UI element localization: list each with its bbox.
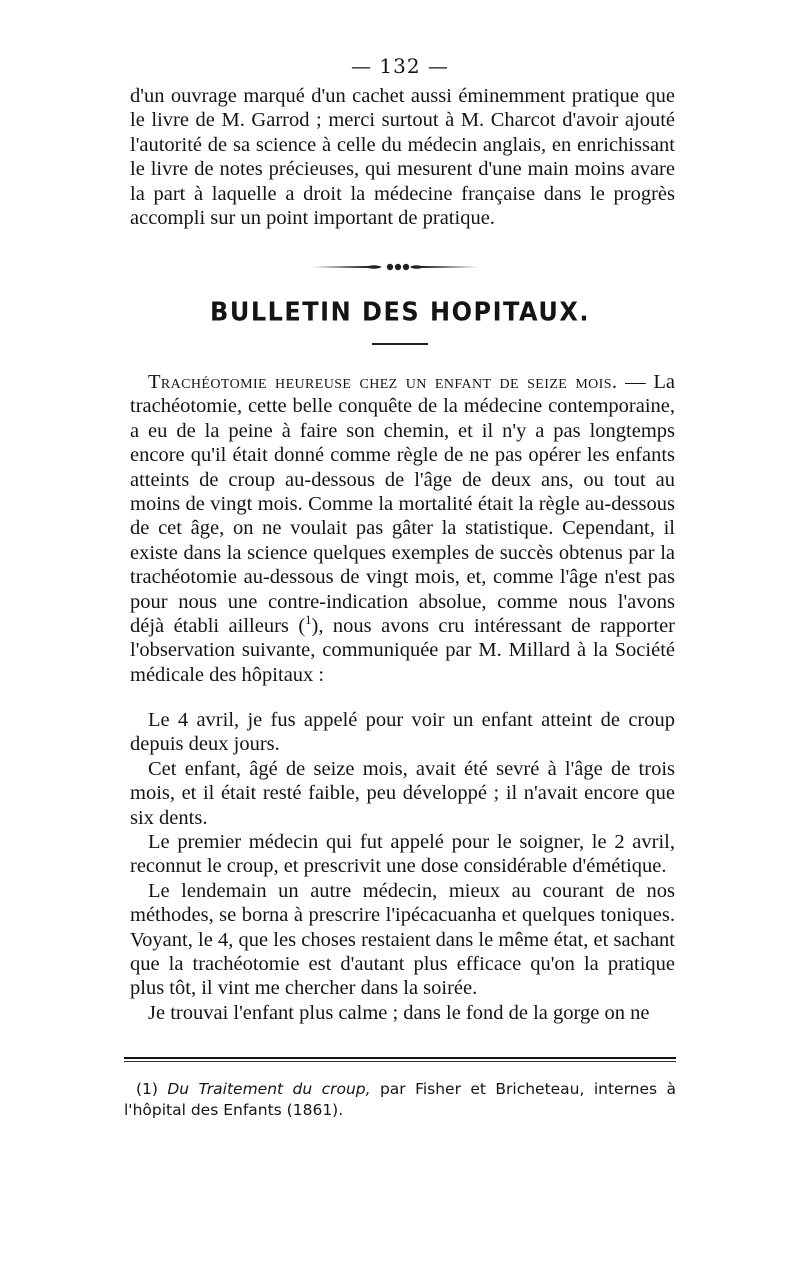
observation-block: [130, 708, 675, 1025]
footnote-rule-thin: [124, 1061, 676, 1062]
footnote: [124, 1079, 676, 1121]
intro-paragraph: d'un ouvrage marqué d'un cachet aussi éminemment pratique que le livre de M. Garrod ; merci surtout à M. Charcot d'avoir ajouté l'autorité de sa science à celle du médecin anglais, en enrichissant le livre de notes précieuses, qui mesurent d'une main moins avare la part à laquelle a droit la médecine française dans le progrès accompli sur un point important de pratique.: [130, 85, 675, 230]
section-title: BULLETIN DES HOPITAUX.: [210, 297, 590, 327]
footnote-title: Du Traitement du croup,: [167, 1080, 371, 1098]
article-text-part-2: ), nous avons cru intéressant de rapporter l'observation suivante, communiquée par M. Millard à la Société médicale des hôpitaux :: [130, 615, 675, 686]
article-lead-title: Trachéotomie heureuse chez un enfant de seize mois.: [148, 371, 618, 393]
footnote-marker: (1): [136, 1080, 158, 1098]
footnote-reference: 1: [305, 613, 312, 628]
observation-paragraph-4: Le lendemain un autre médecin, mieux au courant de nos méthodes, se borna à prescrire l'ipécacuanha et quelques toniques. Voyant, le 4, que les choses restaient dans le même état, et sachant que la trachéotomie est d'autant plus efficace qu'on la pratique plus tôt, il vint me chercher dans la soirée.: [130, 879, 675, 1000]
page-number: — 132 —: [351, 54, 449, 78]
article-block: [130, 370, 675, 687]
article-lead-paragraph: [130, 370, 675, 687]
title-rule: [372, 343, 428, 345]
observation-paragraph-2: Cet enfant, âgé de seize mois, avait été sevré à l'âge de trois mois, et il était resté faible, peu développé ; il n'avait encore que six dents.: [130, 757, 675, 829]
observation-paragraph-5: Je trouvai l'enfant plus calme ; dans le fond de la gorge on ne: [148, 1001, 650, 1024]
ornament-divider-icon: [310, 260, 480, 274]
footnote-rule: [124, 1057, 676, 1059]
footnote-text: par Fisher et Bricheteau, internes à l'hôpital des Enfants (1861).: [124, 1080, 677, 1119]
observation-paragraph-3: Le premier médecin qui fut appelé pour le soigner, le 2 avril, reconnut le croup, et prescrivit une dose considérable d'émétique.: [130, 831, 675, 878]
observation-paragraph-1: Le 4 avril, je fus appelé pour voir un enfant atteint de croup depuis deux jours.: [130, 709, 675, 756]
article-text-part-1: La trachéotomie, cette belle conquête de la médecine contemporaine, a eu de la peine à faire son chemin, et il n'y a pas longtemps encore qu'il était donné comme règle de ne pas opérer les enfants atteints de croup au-dessous de l'âge de deux ans, ou tout au moins de vingt mois. Comme la mortalité était la règle au-dessous de cet âge, on ne voulait pas gâter la statistique. Cependant, il existe dans la science quelques exemples de succès obtenus par la trachéotomie au-dessous de vingt mois, et, comme l'âge n'est pas pour nous une contre-indication absolue, comme nous l'avons déjà établi ailleurs (: [130, 371, 676, 638]
intro-block: [130, 84, 675, 230]
lead-dash: —: [617, 371, 654, 393]
